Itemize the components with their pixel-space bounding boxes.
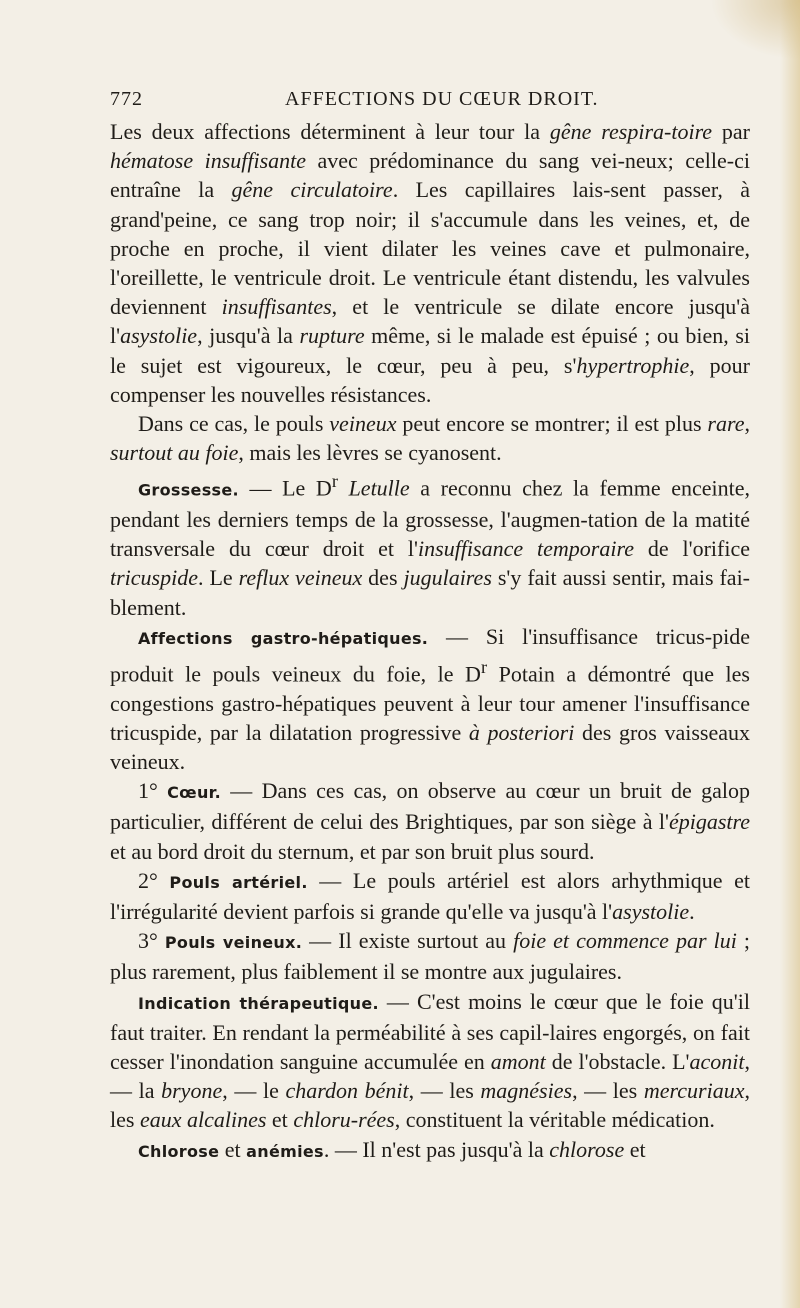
section-heading: Chlorose — [138, 1141, 220, 1161]
paragraph-indication-therapeutique: Indication thérapeutique. — C'est moins le cœur que le foie qu'il faut traiter. En rendant la perméabilité à ses capil-laires engorgés, on fait cesser l'inondation sanguine accumulée en amont de l'obstacle. L'aconit, — la bryone, — le chardon bénit, — les magnésies, — les mercuriaux, les eaux alcalines et chloru-rées, constituent la véritable médication. — [110, 988, 751, 1133]
paragraph-pouls-arteriel: 2° Pouls artériel. — Le pouls artériel est alors arhythmique et l'irrégularité devient parfois si grande qu'elle va jusqu'à l'asystolie. — [110, 867, 750, 924]
edge-stain — [780, 0, 800, 1308]
paragraph-grossesse: Grossesse. — Le $D^r$ Letulle a reconnu chez la femme enceinte, pendant les derniers temps de la grossesse, l'augmen-tation de la matité transversale du cœur droit et l'insuffisance temporaire de l'orifice tricuspide. Le reflux veineux des jugulaires s'y fait aussi sentir, mais fai-blement. — [110, 471, 751, 620]
paragraph-1: Les deux affections déterminent à leur tour la gêne respira-toire par hématose insuffisante avec prédominance du sang vei-neux; celle-ci entraîne la gêne circulatoire. Les capillaires lais-sent passer, à grand'peine, ce sang trop noir; il s'accumule dans les veines, et, de proche en proche, il vient dilater les veines cave et pulmonaire, l'oreillette, le ventricule droit. Le ventricule étant distendu, les valvules deviennent insuffisantes, et le ventricule se dilate encore jusqu'à l'asystolie, jusqu'à la rupture même, si le malade est épuisé ; ou bien, si le sujet est vigoureux, le cœur, peu à peu, s'hypertrophie, pour compenser les nouvelles résistances. — [110, 119, 751, 407]
page-body — [110, 117, 750, 1166]
section-heading: Pouls veineux. — [164, 933, 303, 953]
section-heading: Pouls artériel. — [169, 872, 308, 892]
section-heading: Cœur. — [167, 783, 221, 803]
section-heading: anémies — [246, 1141, 324, 1161]
page-number: 772 — [110, 88, 143, 110]
section-heading: Grossesse. — [138, 480, 239, 500]
paragraph-2: Dans ce cas, le pouls veineux peut encore se montrer; il est plus rare, surtout au foie, mais les lèvres se cyanosent. — [110, 411, 750, 466]
running-head: AFFECTIONS DU CŒUR DROIT. — [285, 88, 599, 110]
paragraph-chlorose: Chlorose et anémies. — Il n'est pas jusqu'à la chlorose et — [138, 1136, 646, 1162]
paragraph-coeur: 1° Cœur. — Dans ces cas, on observe au cœur un bruit de galop particulier, différent de celui des Brightiques, par son siège à l'épigastre et au bord droit du sternum, et par son bruit plus sourd. — [110, 778, 751, 864]
section-heading: Indication thérapeutique. — [138, 993, 379, 1013]
paragraph-affections-gastro-hepatiques: Affections gastro-hépatiques. — Si l'insuffisance tricus-pide produit le pouls veineux du foie, le $D^r$ Potain a démontré que les congestions gastro-hépatiques peuvent à leur tour amener l'insuffisance tricuspide, par la dilatation progressive à posteriori des gros vaisseaux veineux. — [110, 623, 750, 774]
page-header — [110, 88, 750, 118]
section-heading: Affections gastro-hépatiques. — [138, 628, 429, 648]
paragraph-pouls-veineux: 3° Pouls veineux. — Il existe surtout au foie et commence par lui ; plus rarement, plus faiblement il se montre aux jugulaires. — [110, 928, 750, 985]
